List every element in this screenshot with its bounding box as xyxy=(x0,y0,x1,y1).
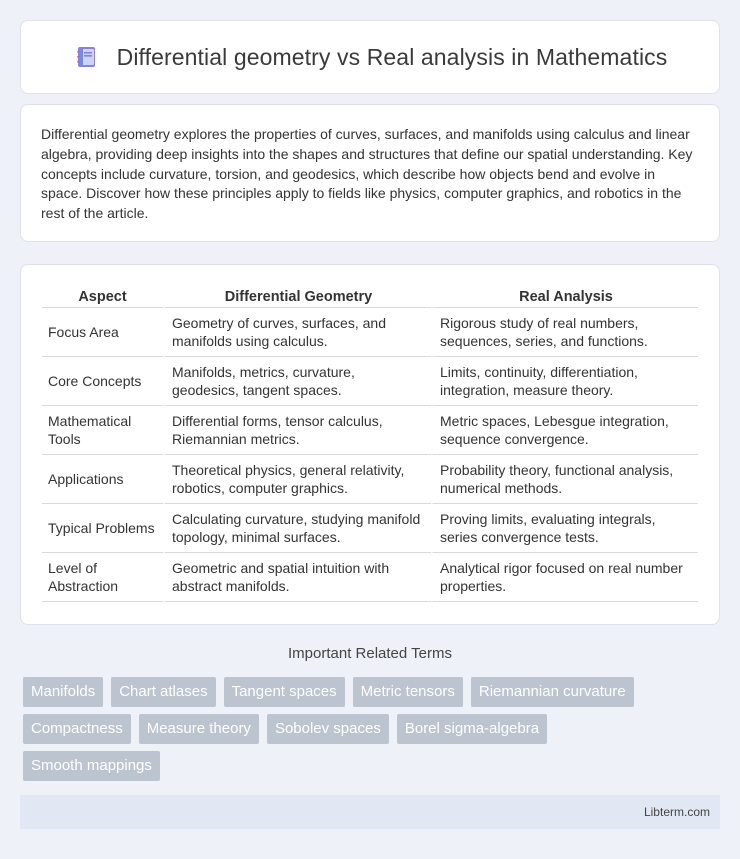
table-row xyxy=(42,357,698,406)
term-chip-smooth-mappings[interactable]: Smooth mappings xyxy=(23,751,160,781)
row-real-analysis: Proving limits, evaluating integrals, series convergence tests. xyxy=(431,504,698,553)
row-aspect: Level of Abstraction xyxy=(42,553,163,602)
term-chip-compactness[interactable]: Compactness xyxy=(23,714,131,744)
table-row xyxy=(42,406,698,455)
table-header-row xyxy=(42,283,698,308)
chip-row xyxy=(23,751,723,781)
term-chip-manifolds[interactable]: Manifolds xyxy=(23,677,103,707)
term-chip-sobolev-spaces[interactable]: Sobolev spaces xyxy=(267,714,389,744)
table-row xyxy=(42,308,698,357)
row-differential-geometry: Differential forms, tensor calculus, Riemannian metrics. xyxy=(163,406,431,455)
row-differential-geometry: Manifolds, metrics, curvature, geodesics, tangent spaces. xyxy=(163,357,431,406)
footer xyxy=(20,795,720,829)
row-differential-geometry: Geometric and spatial intuition with abstract manifolds. xyxy=(163,553,431,602)
table-row xyxy=(42,455,698,504)
row-real-analysis: Rigorous study of real numbers, sequences, series, and functions. xyxy=(431,308,698,357)
intro-paragraph: Differential geometry explores the properties of curves, surfaces, and manifolds using calculus and linear algebra, providing deep insights into the shapes and structures that define our spatial understanding. Key concepts include curvature, torsion, and geodesics, which describe how objects bend and evolve in space. Discover how these principles apply to fields like physics, computer graphics, and robotics in the rest of the article. xyxy=(41,126,693,222)
row-differential-geometry: Theoretical physics, general relativity, robotics, computer graphics. xyxy=(163,455,431,504)
chip-row xyxy=(23,714,723,744)
table-row xyxy=(42,504,698,553)
table-row xyxy=(42,553,698,602)
title-wrap xyxy=(73,44,668,71)
row-differential-geometry: Calculating curvature, studying manifold topology, minimal surfaces. xyxy=(163,504,431,553)
comparison-card xyxy=(20,264,720,625)
term-chip-metric-tensors[interactable]: Metric tensors xyxy=(353,677,463,707)
footer-brand[interactable]: Libterm.com xyxy=(643,805,710,819)
row-real-analysis: Probability theory, functional analysis, numerical methods. xyxy=(431,455,698,504)
row-real-analysis: Limits, continuity, differentiation, integration, measure theory. xyxy=(431,357,698,406)
term-chip-borel-sigma-algebra[interactable]: Borel sigma-algebra xyxy=(397,714,547,744)
page-title: Differential geometry vs Real analysis in Mathematics xyxy=(116,43,668,70)
header-card xyxy=(20,20,720,94)
comparison-table xyxy=(42,283,698,602)
related-terms-heading: Important Related Terms xyxy=(288,645,452,662)
chip-row xyxy=(23,677,723,707)
row-aspect: Mathematical Tools xyxy=(42,406,163,455)
term-chip-measure-theory[interactable]: Measure theory xyxy=(139,714,259,744)
row-aspect: Focus Area xyxy=(42,308,163,357)
row-aspect: Core Concepts xyxy=(42,357,163,406)
row-differential-geometry: Geometry of curves, surfaces, and manifolds using calculus. xyxy=(163,308,431,357)
header-differential-geometry: Differential Geometry xyxy=(163,283,431,308)
book-icon xyxy=(73,44,99,70)
row-real-analysis: Metric spaces, Lebesgue integration, sequence convergence. xyxy=(431,406,698,455)
term-chip-tangent-spaces[interactable]: Tangent spaces xyxy=(224,677,345,707)
header-real-analysis: Real Analysis xyxy=(431,283,698,308)
related-terms-list xyxy=(23,677,723,788)
term-chip-chart-atlases[interactable]: Chart atlases xyxy=(111,677,215,707)
intro-card xyxy=(20,104,720,242)
header-aspect: Aspect xyxy=(42,283,163,308)
row-real-analysis: Analytical rigor focused on real number properties. xyxy=(431,553,698,602)
row-aspect: Typical Problems xyxy=(42,504,163,553)
term-chip-riemannian-curvature[interactable]: Riemannian curvature xyxy=(471,677,634,707)
row-aspect: Applications xyxy=(42,455,163,504)
